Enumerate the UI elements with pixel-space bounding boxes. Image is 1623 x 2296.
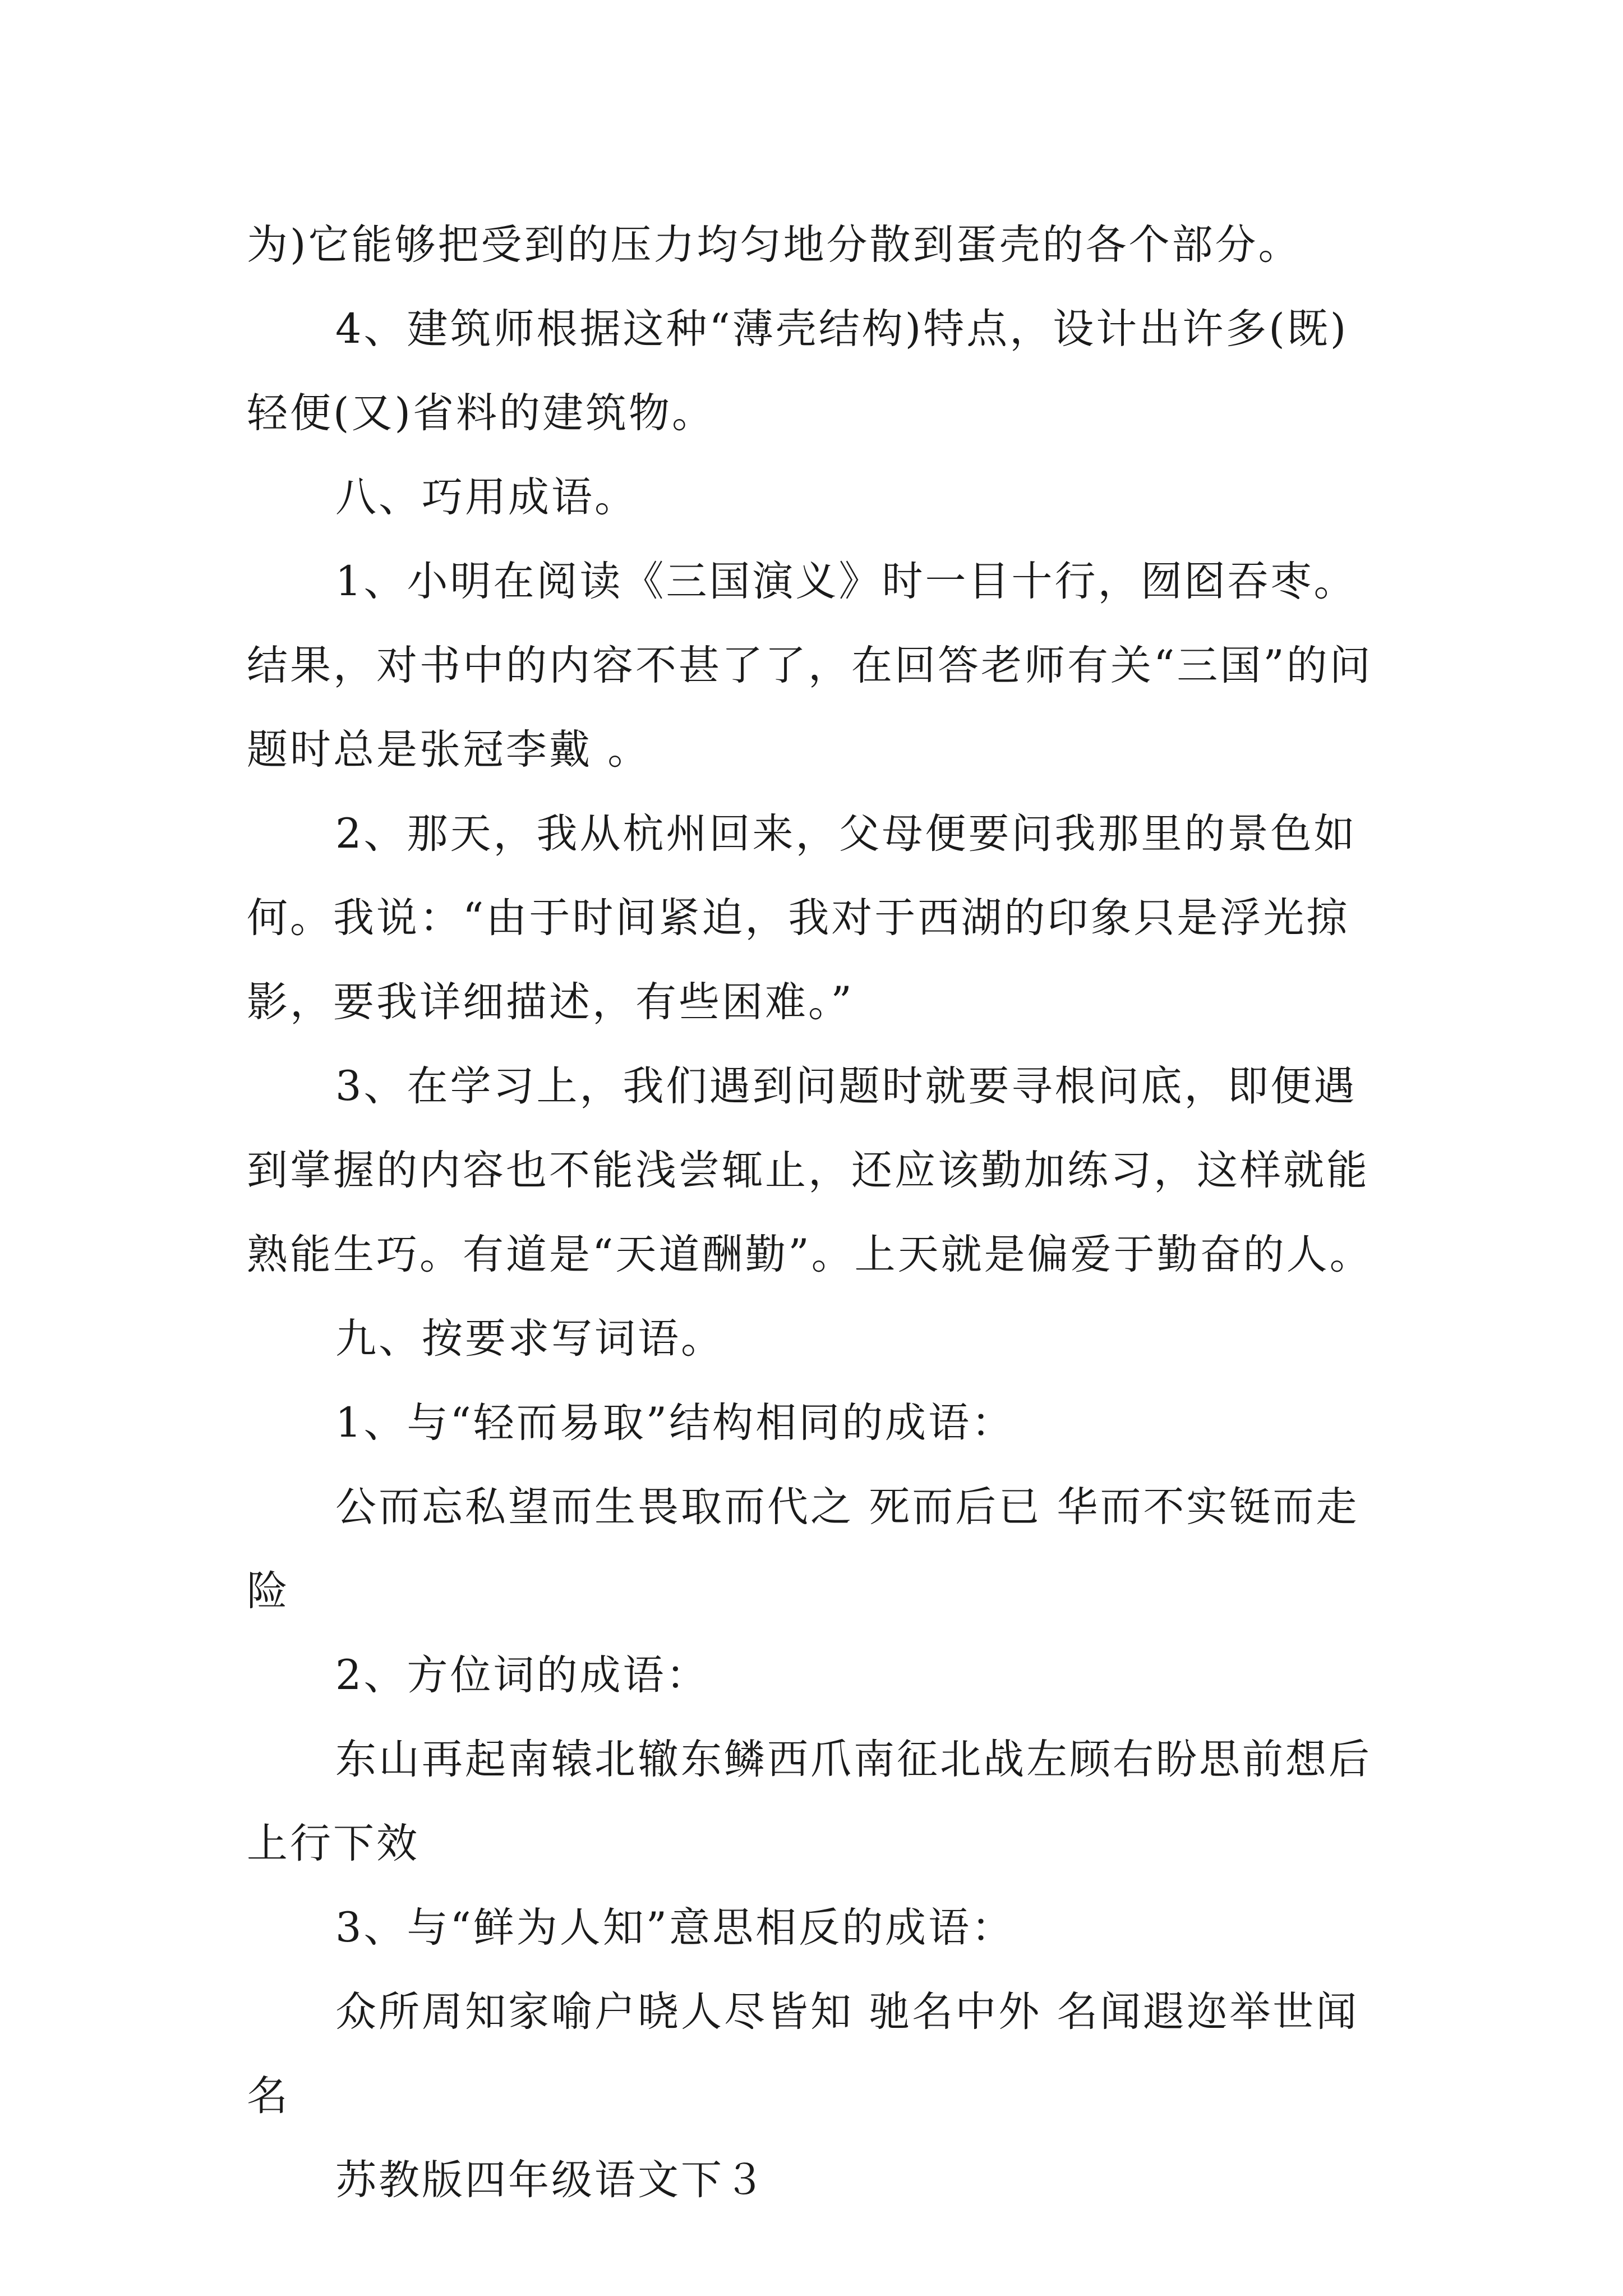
paragraph-idiom-1: 1、小明在阅读《三国演义》时一目十行，囫囵吞枣。结果，对书中的内容不甚了了，在回答老师有关“三国”的问题时总是张冠李戴 。 (247, 558, 1373, 774)
answer-structure-same: 公而忘私望而生畏取而代之 死而后已 华而不实铤而走险 (247, 1483, 1359, 1615)
paragraph-idiom-2: 2、那天，我从杭州回来，父母便要问我那里的景色如何。我说：“由于时间紧迫，我对于西湖的印象只是浮光掠影，要我详细描述，有些困难。” (247, 810, 1357, 1026)
answer-direction-words: 东山再起南辕北辙东鳞西爪南征北战左顾右盼思前想后上行下效 (247, 1736, 1372, 1867)
document-body (247, 203, 1391, 2223)
section-heading-idioms: 八、巧用成语。 (335, 473, 638, 521)
question-structure-same: 1、与“轻而易取”结构相同的成语： (335, 1399, 1015, 1447)
paragraph-idiom-3: 3、在学习上，我们遇到问题时就要寻根问底，即便遇到掌握的内容也不能浅尝辄止，还应该勤加练习，这样就能熟能生巧。有道是“天道酬勤”。上天就是偏爱于勤奋的人。 (247, 1062, 1373, 1278)
paragraph-eggshell-pressure: 为)它能够把受到的压力均匀地分散到蛋壳的各个部分。 (247, 221, 1302, 269)
question-direction-words: 2、方位词的成语： (335, 1651, 709, 1699)
answer-opposite-meaning: 众所周知家喻户晓人尽皆知 驰名中外 名闻遐迩举世闻名 (247, 1988, 1359, 2120)
section-heading-words: 九、按要求写词语。 (335, 1315, 724, 1363)
question-opposite-meaning: 3、与“鲜为人知”意思相反的成语： (335, 1904, 1015, 1952)
document-footer-title: 苏教版四年级语文下３ (335, 2156, 767, 2204)
paragraph-shell-structure: 4、建筑师根据这种“薄壳结构)特点，设计出许多(既)轻便(又)省料的建筑物。 (247, 305, 1349, 437)
